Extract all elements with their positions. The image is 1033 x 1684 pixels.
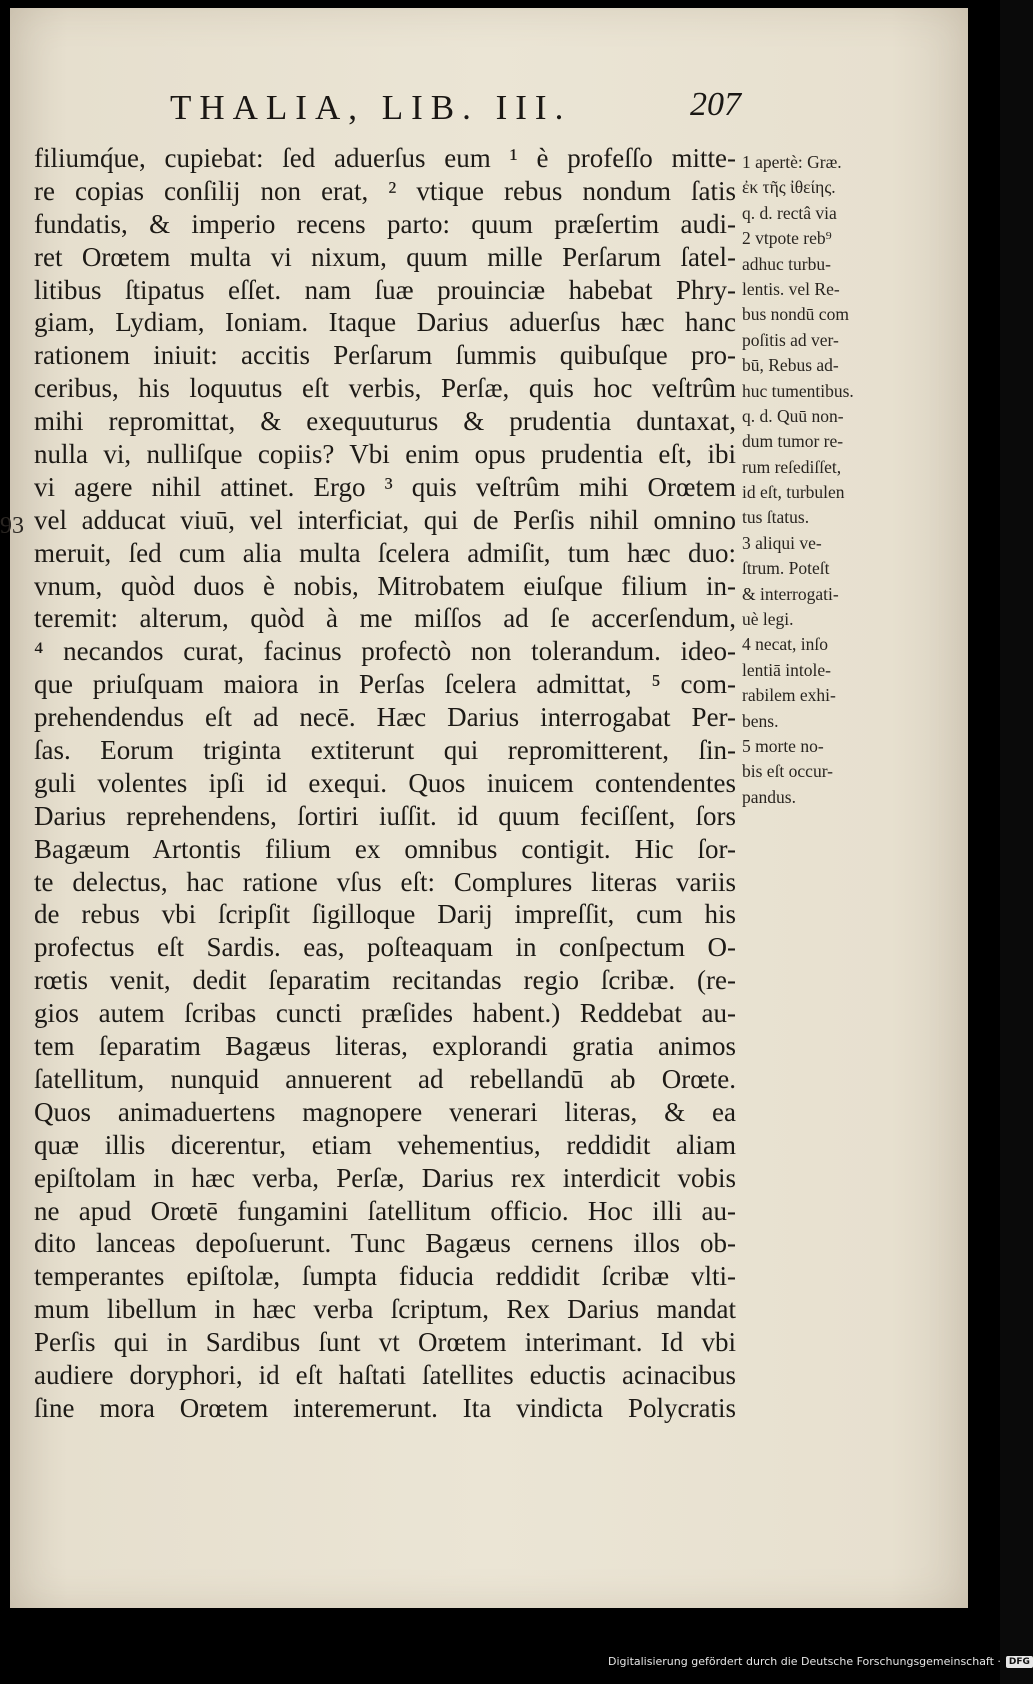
text-line: gios autem ſcribas cuncti præſides habent.) Reddebat au- (34, 998, 736, 1029)
text-line: fundatis, & imperio recens parto: quum præſertim audi- (34, 208, 736, 239)
text-line: teremit: alterum, quòd à me miſſos ad ſe accerſendum, (34, 603, 736, 634)
side-note-line: 2 vtpote reb⁹ (742, 228, 832, 249)
text-line: te delectus, hac ratione vſus eſt: Complures literas variis (34, 866, 736, 897)
text-line: quæ illis dicerentur, etiam vehementius, reddidit aliam (34, 1129, 736, 1160)
side-note-line: poſitis ad ver- (742, 329, 839, 350)
text-line: rationem iniuit: accitis Perſarum ſummis quibuſque pro- (34, 340, 736, 371)
text-line: guli volentes ipſi id exequi. Quos inuicem contendentes (34, 767, 736, 798)
side-note-line: bus nondū com (742, 304, 849, 325)
side-note-line: q. d. Quū non- (742, 405, 844, 426)
side-note-line: ἐκ τῆς ἰθείης. (742, 177, 836, 198)
side-note-line: 5 morte no- (742, 735, 824, 756)
side-note-line: bis eſt occur- (742, 761, 834, 782)
side-note-line: lentiā intole- (742, 659, 831, 680)
text-line: rœtis venit, dedit ſeparatim recitandas regio ſcribæ. (re- (34, 965, 736, 996)
margin-number: 93 (0, 513, 24, 539)
side-note-line: q. d. rectâ via (742, 202, 837, 223)
text-line: de rebus vbi ſcripſit ſigilloque Darij impreſſit, cum his (34, 899, 736, 930)
side-notes (742, 150, 908, 810)
text-line: vi agere nihil attinet. Ergo ³ quis veſtrûm mihi Orœtem (34, 471, 736, 502)
text-line: temperantes epiſtolæ, ſumpta fiducia reddidit ſcribæ vlti- (34, 1261, 736, 1292)
text-line: ſas. Eorum triginta extiterunt qui repromitterent, ſin- (34, 735, 736, 766)
side-note-line: pandus. (742, 786, 796, 807)
text-line: re copias conſilij non erat, ² vtique rebus nondum ſatis (34, 175, 736, 206)
text-line: ſatellitum, nunquid annuerent ad rebellandū ab Orœte. (34, 1063, 736, 1094)
main-text-block (34, 142, 736, 1425)
side-note-line: & interrogati- (742, 583, 839, 604)
side-note-line: uè legi. (742, 609, 794, 630)
text-line: vnum, quòd duos è nobis, Mitrobatem eiuſque filium in- (34, 570, 736, 601)
running-head: THALIA, LIB. III. (170, 88, 572, 127)
text-line: ſine mora Orœtem interemerunt. Ita vindicta Polycratis (34, 1392, 736, 1423)
text-line: que priuſquam maiora in Perſas ſcelera admittat, ⁵ com- (34, 669, 736, 700)
side-note-line: rabilem exhi- (742, 685, 836, 706)
text-line: tem ſeparatim Bagæus literas, explorandi gratia animos (34, 1031, 736, 1062)
side-note-line: lentis. vel Re- (742, 278, 840, 299)
text-line: epiſtolam in hæc verba, Perſæ, Darius rex interdicit vobis (34, 1162, 736, 1193)
text-line: profectus eſt Sardis. eas, poſteaquam in conſpectum O- (34, 932, 736, 963)
side-note-line: dum tumor re- (742, 431, 844, 452)
text-line: prehendendus eſt ad necē. Hæc Darius interrogabat Per- (34, 702, 736, 733)
footer-credit (608, 1655, 1033, 1668)
text-line: vel adducat viuū, vel interficiat, qui de Perſis nihil omnino (34, 504, 736, 535)
text-line: meruit, ſed cum alia multa ſcelera admiſit, tum hæc duo: (34, 537, 736, 568)
text-line: ret Orœtem multa vi nixum, quum mille Perſarum ſatel- (34, 241, 736, 272)
text-line: audiere doryphori, id eſt haſtati ſatellites eductis acinacibus (34, 1359, 736, 1390)
side-note-line: 3 aliqui ve- (742, 532, 822, 553)
text-line: Quos animaduertens magnopere venerari literas, & ea (34, 1096, 736, 1127)
side-note-line: id eſt, turbulen (742, 482, 845, 503)
side-note-line: rum reſediſſet, (742, 456, 842, 477)
side-note-line: ſtrum. Poteſt (742, 558, 830, 579)
text-line: filiumq́ue, cupiebat: ſed aduerſus eum ¹ è profeſſo mitte- (34, 143, 736, 173)
text-line: Bagæum Artontis filium ex omnibus contigit. Hic ſor- (34, 833, 736, 864)
side-note-line: bens. (742, 710, 779, 731)
text-line: Perſis qui in Sardibus ſunt vt Orœtem interimant. Id vbi (34, 1327, 736, 1358)
text-line: litibus ſtipatus eſſet. nam ſuæ prouinciæ habebat Phry- (34, 274, 736, 305)
side-note-line: bū, Rebus ad- (742, 355, 839, 376)
side-note-line: 1 apertè: Græ. (742, 152, 842, 172)
text-line: nulla vi, nulliſque copiis? Vbi enim opus prudentia eſt, ibi (34, 439, 736, 470)
text-line: dito lanceas depoſuerunt. Tunc Bagæus cernens illos ob- (34, 1228, 736, 1259)
text-line: mihi repromittat, & exequuturus & prudentia duntaxat, (34, 406, 736, 437)
text-line: giam, Lydiam, Ioniam. Itaque Darius aduerſus hæc hanc (34, 307, 736, 338)
text-line: ⁴ necandos curat, facinus profectò non tolerandum. ideo- (34, 636, 736, 667)
side-note-line: huc tumentibus. (742, 380, 854, 401)
side-note-line: adhuc turbu- (742, 253, 831, 274)
dfg-logo-icon: DFG (1006, 1656, 1033, 1668)
text-line: ceribus, his loquutus eſt verbis, Perſæ, quis hoc veſtrûm (34, 373, 736, 404)
footer-credit-text: Digitalisierung gefördert durch die Deutsche Forschungsgemeinschaft · (608, 1655, 1001, 1668)
side-note-line: tus ſtatus. (742, 507, 810, 528)
page-number: 207 (690, 86, 741, 123)
text-line: ne apud Orœtē fungamini ſatellitum officio. Hoc illi au- (34, 1195, 736, 1226)
text-line: mum libellum in hæc verba ſcriptum, Rex Darius mandat (34, 1294, 736, 1325)
side-note-line: 4 necat, inſo (742, 634, 829, 655)
text-line: Darius reprehendens, ſortiri iuſſit. id quum feciſſent, ſors (34, 800, 736, 831)
